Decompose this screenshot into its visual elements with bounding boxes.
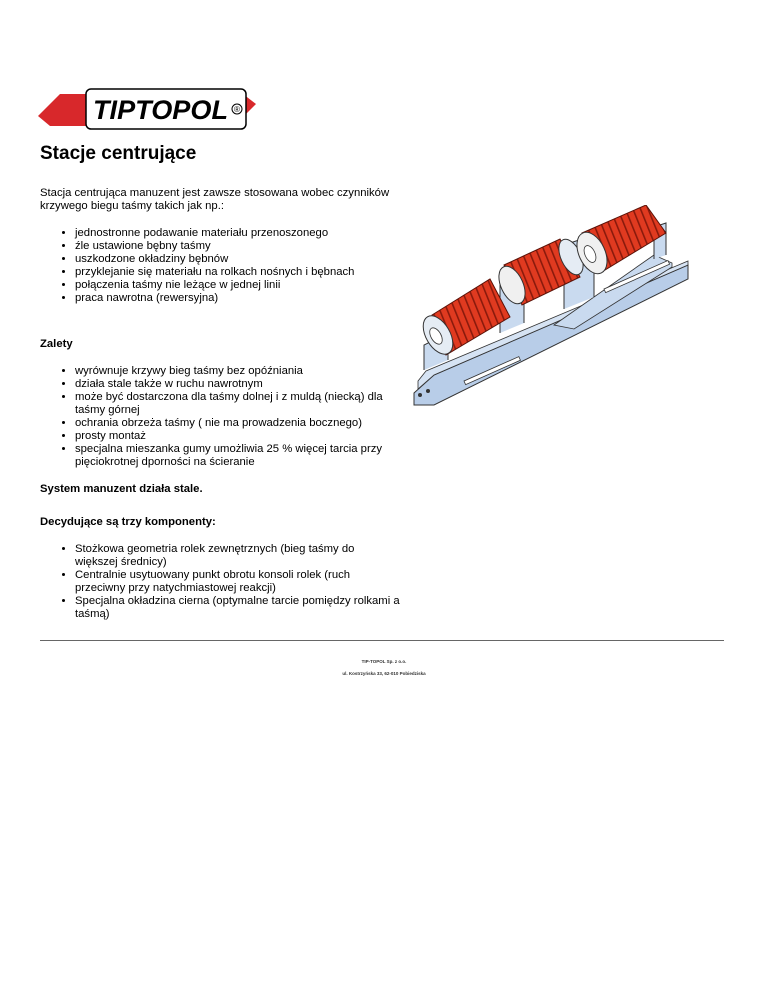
intro-paragraph: Stacja centrująca manuzent jest zawsze stosowana wobec czynników krzywego biegu taśmy takich jak np.: bbox=[40, 187, 390, 212]
components-list bbox=[40, 543, 400, 621]
footer-divider bbox=[40, 640, 724, 641]
causes-list bbox=[40, 227, 400, 305]
list-item: • działa stale także w ruchu nawrotnym bbox=[75, 378, 400, 391]
components-heading: Decydujące są trzy komponenty: bbox=[40, 516, 216, 528]
list-item: • Specjalna okładzina cierna (optymalne tarcie pomiędzy rolkami a taśmą) bbox=[75, 595, 400, 621]
list-item: • wyrównuje krzywy bieg taśmy bez opóźniania bbox=[75, 365, 400, 378]
page-title: Stacje centrujące bbox=[40, 143, 197, 164]
list-item: • źle ustawione bębny taśmy bbox=[75, 240, 400, 253]
list-item: • prosty montaż bbox=[75, 430, 400, 443]
list-item: • specjalna mieszanka gumy umożliwia 25 % więcej tarcia przy pięciokrotnej dporności na ścieranie bbox=[75, 443, 400, 469]
logo-wordmark: TIPTOPOL bbox=[93, 95, 228, 125]
system-statement: System manuzent działa stale. bbox=[40, 483, 203, 495]
advantages-heading: Zalety bbox=[40, 338, 73, 350]
list-item: • połączenia taśmy nie leżące w jednej linii bbox=[75, 279, 400, 292]
centering-station-illustration bbox=[404, 205, 694, 411]
list-item: • przyklejanie się materiału na rolkach nośnych i bębnach bbox=[75, 266, 400, 279]
content-column bbox=[40, 187, 400, 621]
tiptopol-logo bbox=[38, 86, 256, 132]
list-item: • może być dostarczona dla taśmy dolnej i z muldą (niecką) dla taśmy górnej bbox=[75, 391, 400, 417]
list-item: • Stożkowa geometria rolek zewnętrznych (bieg taśmy do większej średnicy) bbox=[75, 543, 400, 569]
list-item: • jednostronne podawanie materiału przenoszonego bbox=[75, 227, 400, 240]
advantages-list bbox=[40, 365, 400, 469]
list-item: • Centralnie usytuowany punkt obrotu konsoli rolek (ruch przeciwny przy natychmiastowej reakcji) bbox=[75, 569, 400, 595]
registered-mark: ® bbox=[234, 105, 240, 114]
list-item: • praca nawrotna (rewersyjna) bbox=[75, 292, 400, 305]
footer-address: ul. Kostrzyńska 33, 62-010 Pobiedziska bbox=[342, 671, 426, 676]
list-item: • uszkodzone okładziny bębnów bbox=[75, 253, 400, 266]
list-item: • ochrania obrzeża taśmy ( nie ma prowadzenia bocznego) bbox=[75, 417, 400, 430]
footer-company: TIP-TOPOL Sp. z o.o. bbox=[361, 659, 407, 664]
